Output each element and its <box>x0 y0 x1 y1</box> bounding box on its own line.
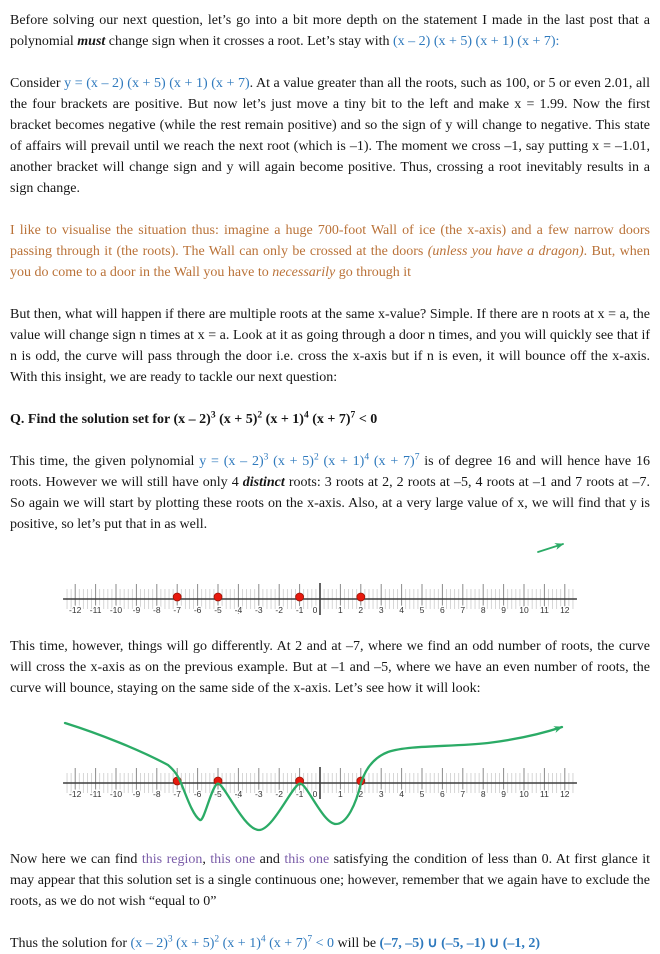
tick-label: 11 <box>539 605 549 615</box>
tick-label: -4 <box>234 789 243 799</box>
text-run: Thus the solution for <box>10 936 131 951</box>
tick-label: -12 <box>69 605 82 615</box>
tick-label: -3 <box>255 789 263 799</box>
link-this-one-1[interactable]: this one <box>210 852 256 867</box>
tick-label: 1 <box>338 605 343 615</box>
text-run: This time, the given polynomial <box>10 454 200 469</box>
tick-label: 8 <box>480 605 486 615</box>
paragraph-cross-or-bounce <box>10 636 650 699</box>
root-dot <box>296 593 304 601</box>
tick-label: -12 <box>69 789 82 799</box>
text-run: satisfying the condition of less than 0. At first glance it may appear that this solution set is a single continuous one; however, remember that we again have to exclude the roots, as we do not wish “equal to 0” <box>10 852 650 909</box>
link-this-one-2[interactable]: this one <box>284 852 330 867</box>
tick-label: 1 <box>338 789 343 799</box>
text-run: < 0 <box>355 412 378 427</box>
text-run: . At a value greater than all the roots, such as 100, or 5 or even 2.01, all the four brackets are positive. But now let’s just move a tiny bit to the left and make x = 1.99. Now the first bracket becomes negative (while the rest remain positive) and so the sign of y will change to negative. This state of affairs will prevail until we reach the next root (which is –1). The moment we cross –1, say putting x = –1.01, another bracket will change sign and y will again become positive. Thus, crossing a root inevitably results in a sign change. <box>10 76 650 196</box>
tick-label: -11 <box>89 605 102 615</box>
text-run: 2 <box>313 452 319 463</box>
text-run: I like to visualise the situation thus: imagine a huge 700-foot Wall of ice (the x-axis) and a few narrow doors passing through it (the roots). The Wall can only be crossed at the doors <box>10 223 650 259</box>
paragraph-consider <box>10 73 650 199</box>
tick-label: -10 <box>109 605 123 615</box>
text-run: roots: 3 roots at 2, 2 roots at –5, 4 roots at –1 and 7 roots at –7. So again we will start by plotting these roots on the x-axis. Also, at a very large value of x, we will find that y is positive, so let’s put that in as well. <box>10 475 650 532</box>
tick-label: 5 <box>419 789 425 799</box>
positive-y-arrow <box>538 544 563 552</box>
paragraph-degree-16 <box>10 451 650 535</box>
tick-label: -8 <box>153 605 161 615</box>
tick-label: 8 <box>480 789 486 799</box>
text-run: (x + 1) <box>219 936 261 951</box>
number-line <box>63 583 577 615</box>
text-run: Consider <box>10 76 65 91</box>
tick-label: 12 <box>560 789 570 799</box>
tick-label: -6 <box>193 789 202 799</box>
text-run: necessarily <box>272 265 336 280</box>
tick-label: 7 <box>460 789 466 799</box>
tick-label: 2 <box>358 789 364 799</box>
text-run: (x + 5) <box>215 412 258 427</box>
tick-label: 6 <box>440 605 445 615</box>
tick-label: -5 <box>214 789 222 799</box>
tick-label: -11 <box>89 789 102 799</box>
root-dot <box>173 593 181 601</box>
tick-label: 6 <box>440 789 445 799</box>
question-heading <box>10 409 650 430</box>
tick-label: -5 <box>214 605 222 615</box>
tick-label: -2 <box>275 789 283 799</box>
text-run: 3 <box>210 410 216 421</box>
tick-label: 10 <box>519 789 529 799</box>
text-run: But then, what will happen if there are multiple roots at the same x-value? Simple. If there are n roots at x = a, the value will change sign n times at x = a. Look at it as going through a door n times, and you will quickly see that if n is odd, the curve will pass through the door i.e. cross the x-axis but if n is even, it will bounce off the x-axis. With this insight, we are ready to tackle our next question: <box>10 307 650 385</box>
text-run: (x + 7) <box>369 454 415 469</box>
text-run: (x + 1) <box>318 454 365 469</box>
text-run: 2 <box>257 410 263 421</box>
text-run: 7 <box>350 410 356 421</box>
tick-label: -9 <box>132 789 141 799</box>
link-this-region[interactable]: this region <box>141 852 203 867</box>
text-run: Now here we can find <box>10 852 142 867</box>
tick-label: 0 <box>312 605 318 615</box>
tick-label: 5 <box>419 605 425 615</box>
paragraph-solution <box>10 933 650 954</box>
text-run: (x + 5) <box>268 454 314 469</box>
text-run: , <box>202 852 211 867</box>
tick-label: 3 <box>378 789 384 799</box>
figure-polynomial-curve <box>10 720 660 845</box>
tick-label: 7 <box>460 605 466 615</box>
paragraph-intro <box>10 10 650 52</box>
text-run: 7 <box>307 934 313 945</box>
tick-label: 3 <box>378 605 384 615</box>
tick-label: 11 <box>539 789 549 799</box>
text-run: This time, however, things will go differently. At 2 and at –7, where we find an odd number of roots, the curve will cross the x-axis as on the previous example. But at –1 and –5, where we have an even number of roots, the curve will bounce, staying on the same side of the x-axis. Let’s see how it will look: <box>10 639 650 696</box>
text-run: change sign when it crosses a root. Let’s stay with <box>105 34 394 49</box>
text-run: (unless you have a dragon) <box>427 244 584 259</box>
text-run: must <box>77 34 106 49</box>
text-run: (x – 2) (x + 5) (x + 1) (x + 7): <box>393 34 560 49</box>
tick-label: -6 <box>193 605 202 615</box>
tick-label: -1 <box>295 605 304 615</box>
root-dot <box>214 593 222 601</box>
tick-label: 10 <box>519 605 529 615</box>
tick-label: -7 <box>173 789 181 799</box>
text-run: (–7, –5) ∪ (–5, –1) ∪ (–1, 2) <box>379 936 541 951</box>
tick-label: -10 <box>109 789 123 799</box>
text-run: y = (x – 2) (x + 5) (x + 1) (x + 7) <box>64 76 250 91</box>
text-run: will be <box>334 936 380 951</box>
tick-label: -3 <box>255 605 263 615</box>
root-dot <box>357 593 365 601</box>
tick-label: -2 <box>275 605 283 615</box>
paragraph-regions <box>10 849 650 912</box>
tick-label: -7 <box>173 605 181 615</box>
text-run: 3 <box>167 934 173 945</box>
tick-label: 12 <box>560 605 570 615</box>
text-run: 4 <box>364 452 370 463</box>
text-run: 3 <box>263 452 269 463</box>
tick-label: 9 <box>501 605 506 615</box>
text-run: (x + 7) <box>265 936 308 951</box>
text-run: Q. Find the solution set for (x – 2) <box>10 412 211 427</box>
text-run: 2 <box>214 934 220 945</box>
tick-label: 9 <box>501 789 506 799</box>
text-run: distinct <box>242 475 285 490</box>
tick-label: -8 <box>153 789 161 799</box>
tick-label: -9 <box>132 605 141 615</box>
tick-label: 2 <box>358 605 364 615</box>
text-run: (x + 1) <box>262 412 304 427</box>
text-run: y = (x – 2) <box>199 454 264 469</box>
text-run: (x + 7) <box>308 412 351 427</box>
text-run: and <box>255 852 285 867</box>
tick-label: -4 <box>234 605 243 615</box>
text-run: Before solving our next question, let’s go into a bit more depth on the statement I made in the last post that a polynomial <box>10 13 650 49</box>
tick-label: 4 <box>399 605 404 615</box>
text-run: 4 <box>260 934 266 945</box>
number-line <box>63 767 577 799</box>
figure-roots-number-line <box>10 535 660 630</box>
tick-label: 0 <box>312 789 318 799</box>
text-run: (x + 5) <box>172 936 215 951</box>
text-run: 7 <box>414 452 420 463</box>
text-run: . But, when you do come to a door in the Wall you have to <box>10 244 650 280</box>
text-run: 4 <box>303 410 309 421</box>
text-run: is of degree 16 and will hence have 16 roots. However we will still have only 4 <box>10 454 650 490</box>
paragraph-multiple-roots <box>10 304 650 388</box>
tick-label: 4 <box>399 789 404 799</box>
tick-label: -1 <box>295 789 304 799</box>
paragraph-wall-analogy <box>10 220 650 283</box>
text-run: (x – 2) <box>130 936 168 951</box>
text-run: < 0 <box>312 936 335 951</box>
text-run: go through it <box>335 265 412 280</box>
